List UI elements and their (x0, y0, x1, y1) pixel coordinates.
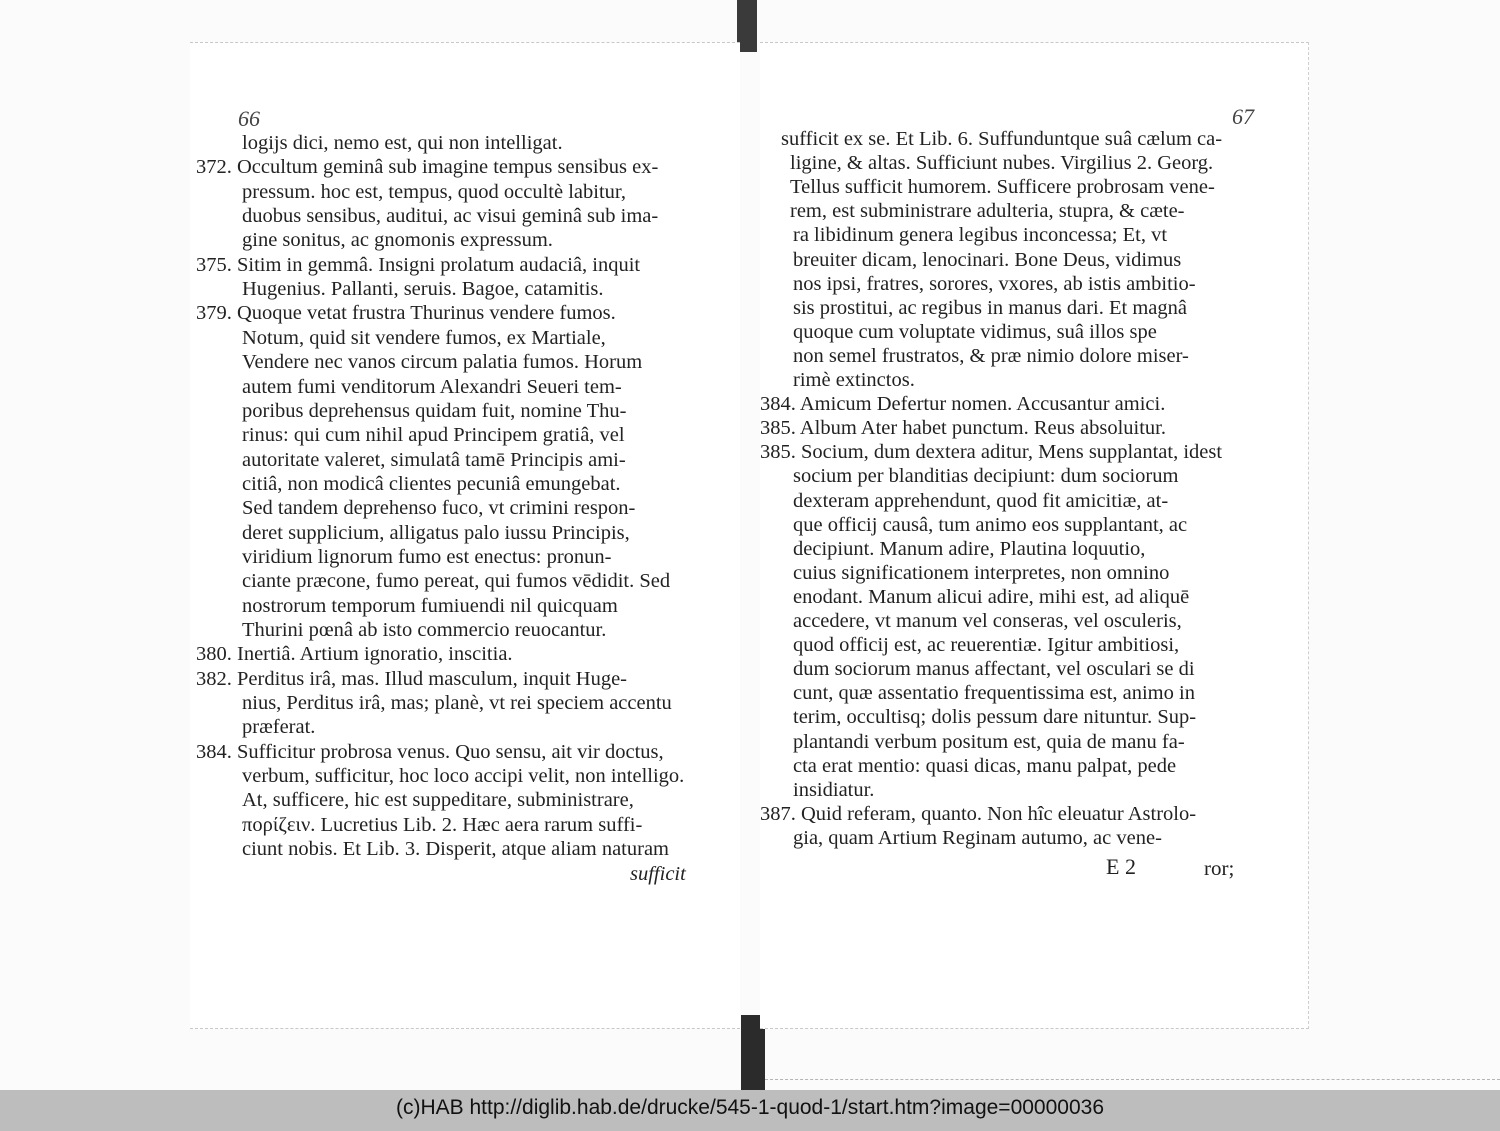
left-page-line: ciante præcone, fumo pereat, qui fumos vēdidit. Sed (242, 570, 671, 593)
left-page-line: 380. Inertiâ. Artium ignoratio, inscitia. (196, 643, 513, 666)
left-page-line: πορίζειν. Lucretius Lib. 2. Hæc aera rarum suffi- (242, 813, 643, 836)
right-page-line: non semel frustratos, & præ nimio dolore miser- (793, 344, 1189, 367)
left-page-line: nostrorum temporum fumiuendi nil quicquam (242, 594, 618, 617)
right-page-line: rimè extinctos. (793, 369, 915, 391)
right-page-line: quod officij est, ac reuerentiæ. Igitur ambitiosi, (793, 634, 1180, 657)
left-page-line: autoritate valeret, simulatâ tamē Principis ami- (242, 448, 626, 471)
right-page-line: cunt, quæ assentatio frequentissima est, animo in (793, 682, 1195, 705)
left-page-line: deret supplicium, alligatus palo iussu Principis, (242, 521, 630, 544)
left-page-line: 379. Quoque vetat frustra Thurinus vendere fumos. (196, 302, 616, 325)
left-page-line: At, sufficere, hic est suppeditare, subministrare, (242, 789, 634, 812)
left-page-line: Hugenius. Pallanti, seruis. Bagoe, catamitis. (242, 278, 604, 301)
left-page-line: verbum, sufficitur, hoc loco accipi velit, non intelligo. (242, 765, 685, 788)
right-page-line: 385. Album Ater habet punctum. Reus absoluitur. (760, 417, 1166, 440)
left-page-line: 372. Occultum geminâ sub imagine tempus sensibus ex- (196, 156, 659, 179)
left-page-number: 66 (238, 106, 260, 131)
right-page-line: quoque cum voluptate vidimus, suâ illos spe (793, 320, 1157, 343)
page-bottom-edge (765, 1079, 1500, 1088)
left-page-line: gine sonitus, ac gnomonis expressum. (242, 229, 553, 252)
right-page-line: dexteram apprehendunt, quod fit amicitiæ, at- (793, 489, 1169, 512)
left-page-line: pressum. hoc est, tempus, quod occultè labitur, (242, 180, 627, 203)
right-page-line: nos ipsi, fratres, sorores, vxores, ab istis ambitio- (793, 272, 1196, 295)
left-page-line: præferat. (242, 716, 316, 739)
right-page-line: Tellus sufficit humorem. Sufficere probrosam vene- (790, 176, 1215, 199)
left-page-line: 375. Sitim in gemmâ. Insigni prolatum audaciâ, inquit (196, 253, 641, 276)
left-page-line: 382. Perditus irâ, mas. Illud masculum, inquit Huge- (196, 667, 628, 690)
left-page-line: autem fumi venditorum Alexandri Seueri tem- (242, 375, 622, 398)
right-page-line: decipiunt. Manum adire, Plautina loquutio, (793, 537, 1146, 560)
right-page-line: breuiter dicam, lenocinari. Bone Deus, vidimus (793, 248, 1182, 271)
right-page-line: 387. Quid referam, quanto. Non hîc eleuatur Astrolo- (760, 802, 1197, 825)
left-page-line: ciunt nobis. Et Lib. 3. Disperit, atque aliam naturam (242, 838, 669, 861)
left-page-line: rinus: qui cum nihil apud Principem gratiâ, vel (242, 424, 625, 447)
left-page-line: 384. Sufficitur probrosa venus. Quo sensu, ait vir doctus, (196, 740, 664, 763)
right-page-line: 384. Amicum Defertur nomen. Accusantur amici. (760, 393, 1166, 416)
right-page-line: insidiatur. (793, 778, 875, 801)
left-page-line: Thurini pœnâ ab isto commercio reuocantur. (242, 619, 607, 641)
right-page-line: ra libidinum genera legibus inconcessa; Et, vt (793, 224, 1168, 247)
right-page-line: rem, est subministrare adulteria, stupra, & cæte- (790, 200, 1185, 223)
right-page-line: 385. Socium, dum dextera aditur, Mens supplantat, idest (760, 441, 1223, 464)
right-page-line: enodant. Manum alicui adire, mihi est, ad aliquē (793, 585, 1190, 608)
right-page-line: sis prostitui, ac regibus in manus dari. Et magnâ (793, 296, 1187, 319)
right-page-line: cuius significationem interpretes, non omnino (793, 561, 1170, 584)
left-page-line: logijs dici, nemo est, qui non intelligat. (242, 132, 563, 154)
left-page-line: Vendere nec vanos circum palatia fumos. Horum (242, 351, 643, 374)
right-page-line: accedere, vt manum vel conseras, vel osculeris, (793, 610, 1182, 632)
footer-credit-text: (c)HAB http://diglib.hab.de/drucke/545-1-quod-1/start.htm?image=00000036 (395, 1096, 1104, 1119)
right-page-line: gia, quam Artium Reginam autumo, ac vene- (793, 826, 1162, 849)
right-page-line: que officij causâ, tum animo eos supplantant, ac (793, 513, 1188, 536)
left-page-line: Sed tandem deprehenso fuco, vt crimini respon- (242, 497, 636, 520)
left-page-line: duobus sensibus, auditui, ac visui geminâ sub ima- (242, 205, 659, 228)
right-page-line: socium per blanditias decipiunt: dum sociorum (793, 465, 1179, 488)
right-page-line: ligine, & altas. Sufficiunt nubes. Virgilius 2. Georg. (790, 152, 1214, 175)
footer-bar (0, 1090, 1500, 1131)
left-page-line: sufficit (630, 862, 686, 885)
left-page-line: citiâ, non modicâ clientes pecuniâ emungebat. (242, 472, 621, 495)
right-page-line: terim, occultisq; dolis pessum dare nituntur. Sup- (793, 706, 1197, 729)
catchword: ror; (1204, 856, 1235, 880)
left-page-line: Notum, quid sit vendere fumos, ex Martiale, (242, 326, 606, 349)
right-page-number: 67 (1232, 104, 1254, 129)
left-page-line: viridium lignorum fumo est enectus: pronun- (242, 545, 612, 568)
right-page-line: dum sociorum manus affectant, vel osculari se di (793, 658, 1195, 681)
right-page-line: sufficit ex se. Et Lib. 6. Suffunduntque suâ cælum ca- (781, 128, 1223, 150)
signature-mark: E 2 (1106, 854, 1136, 879)
left-page-line: poribus deprehensus quidam fuit, nomine Thu- (242, 399, 627, 422)
book-gutter-top (737, 0, 757, 52)
right-page-line: plantandi verbum positum est, quia de manu fa- (793, 730, 1185, 753)
left-page-line: nius, Perditus irâ, mas; planè, vt rei speciem accentu (242, 692, 672, 715)
right-page-line: cta erat mentio: quasi dicas, manu palpat, pede (793, 754, 1177, 777)
